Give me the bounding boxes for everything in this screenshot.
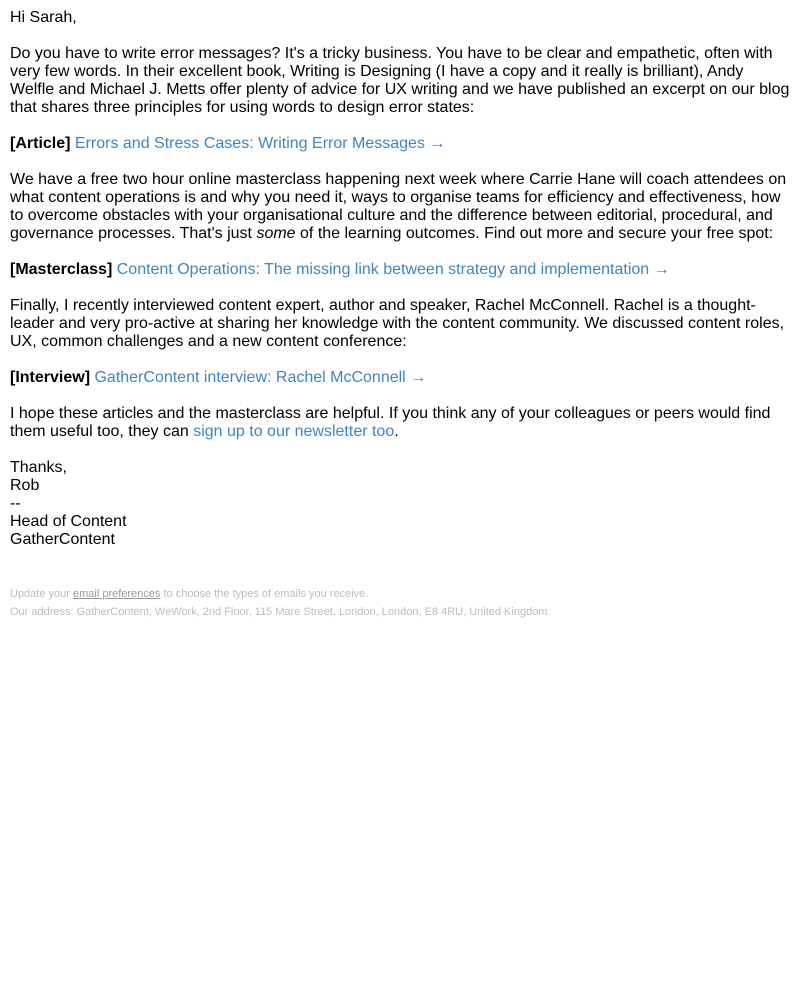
signature — [10, 459, 790, 549]
footer-pref-before: Update your — [10, 588, 73, 600]
intro-paragraph: Do you have to write error messages? It's a tricky business. You have to be clear and empathetic, often with very few words. In their excellent book, Writing is Designing (I have a copy and it really is brilliant), Andy Welfle and Michael J. Metts offer plenty of advice for UX writing and we have published an excerpt on our blog that shares three principles for using words to design error states: — [10, 45, 790, 116]
masterclass-tag: [Masterclass] — [10, 261, 113, 278]
closing-text-after: . — [394, 423, 399, 440]
email-preferences-link[interactable]: email preferences — [72, 588, 161, 600]
closing-text-before: I hope these articles and the masterclass are helpful. If you think any of your colleagues or peers would find them useful too, they can — [10, 405, 771, 440]
masterclass-emphasis: some — [256, 225, 296, 242]
signoff-separator: -- — [10, 495, 21, 512]
interview-line — [10, 369, 790, 387]
interview-paragraph: Finally, I recently interviewed content expert, author and speaker, Rachel McConnell. Rachel is a thought-leader and very pro-active at sharing her knowledge with the content community. We discussed content roles, UX, common challenges and a new content conference: — [10, 297, 785, 350]
article-link[interactable]: Errors and Stress Cases: Writing Error Messages → — [74, 135, 446, 152]
signoff-company: GatherContent — [10, 531, 115, 548]
article-line — [10, 135, 790, 153]
article-tag: [Article] — [10, 135, 71, 152]
masterclass-line — [10, 261, 790, 279]
footer-address: Our address: GatherContent, WeWork, 2nd Floor, 115 Mare Street, London, London, E8 4RU, United Kingdom. — [10, 606, 551, 618]
greeting: Hi Sarah, — [10, 9, 77, 26]
newsletter-signup-link[interactable]: sign up to our newsletter too — [193, 423, 395, 440]
signoff-title: Head of Content — [10, 513, 127, 530]
masterclass-link[interactable]: Content Operations: The missing link between strategy and implementation → — [116, 261, 670, 278]
masterclass-text-after: of the learning outcomes. Find out more and secure your free spot: — [295, 225, 774, 242]
signoff-thanks: Thanks, — [10, 459, 67, 476]
interview-link[interactable]: GatherContent interview: Rachel McConnell → — [94, 369, 427, 386]
closing-paragraph — [10, 405, 790, 441]
interview-tag: [Interview] — [10, 369, 91, 386]
signoff-name: Rob — [10, 477, 40, 494]
email-footer — [10, 585, 790, 621]
masterclass-text-before: We have a free two hour online masterclass happening next week where Carrie Hane will coach attendees on what content operations is and why you need it, ways to organise teams for efficiency and effectiveness, how to overcome obstacles with your organisational culture and the difference between editorial, procedural, and governance processes. That's just — [10, 171, 787, 242]
masterclass-paragraph — [10, 171, 790, 243]
footer-pref-after: to choose the types of emails you receive. — [160, 588, 369, 600]
footer-preferences — [10, 585, 790, 603]
